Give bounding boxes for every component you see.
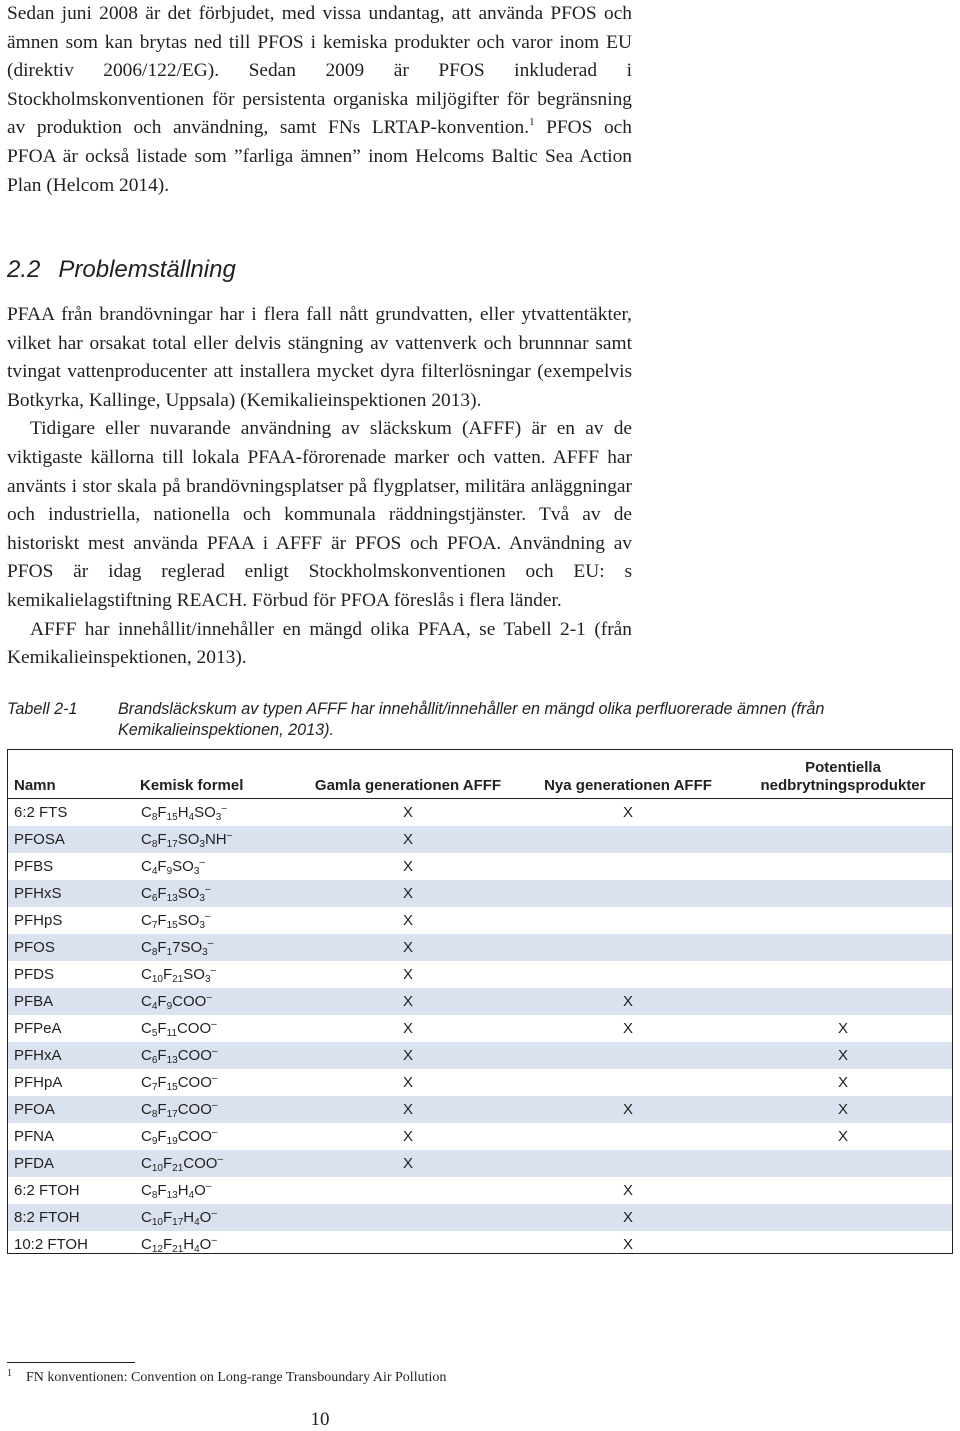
formula-part: 4 [194, 1243, 200, 1255]
formula-part: SO [177, 884, 200, 902]
formula-part: – [204, 910, 211, 922]
formula-part: – [211, 1126, 218, 1138]
new-generation-mark: X [622, 1208, 633, 1226]
formula-part: C [141, 1235, 152, 1253]
table-row [8, 799, 952, 826]
table-row [8, 907, 952, 934]
formula-part: SO [172, 857, 194, 875]
new-generation-mark [522, 1150, 734, 1177]
new-generation-mark [522, 1042, 734, 1069]
formula-part: C [141, 1181, 152, 1199]
new-generation-mark: X [622, 803, 633, 821]
degradation-mark [734, 853, 952, 880]
formula-part: – [211, 1234, 217, 1246]
formula-part: SO [194, 803, 216, 821]
substance-table-grid [8, 750, 952, 1258]
old-generation-mark [294, 1204, 522, 1231]
formula-part: COO [177, 1127, 212, 1145]
substance-name: PFOSA [14, 830, 65, 848]
formula-part: 5 [151, 1027, 158, 1039]
old-generation-mark: X [402, 992, 413, 1010]
chemical-formula [134, 907, 294, 934]
formula-part: – [211, 1207, 217, 1219]
old-generation-mark: X [402, 1073, 413, 1091]
formula-part: 4 [151, 865, 158, 877]
formula-part: C [141, 1019, 152, 1037]
degradation-mark: X [837, 1073, 848, 1091]
chemical-formula [134, 934, 294, 961]
table-row [8, 1177, 952, 1204]
formula-part: 8 [151, 1189, 158, 1201]
footnote-reference[interactable]: 1 [529, 116, 535, 129]
chemical-formula [134, 1177, 294, 1204]
formula-part: 10 [151, 1162, 163, 1174]
new-generation-mark [522, 853, 734, 880]
chemical-formula [134, 1123, 294, 1150]
formula-part: 17 [166, 838, 178, 850]
chemical-formula [134, 1231, 294, 1258]
table-row [8, 1042, 952, 1069]
intro-paragraph [7, 0, 632, 200]
formula-part: 8 [151, 838, 158, 850]
chemical-formula [134, 799, 294, 826]
new-generation-mark [522, 907, 734, 934]
old-generation-mark [294, 1177, 522, 1204]
substance-name: PFDA [14, 1154, 55, 1172]
formula-part: 3 [199, 919, 205, 931]
formula-part: – [204, 883, 211, 895]
table-row [8, 988, 952, 1015]
degradation-mark [734, 988, 952, 1015]
table-row [8, 826, 952, 853]
old-generation-mark: X [402, 911, 413, 929]
formula-part: F [157, 1181, 167, 1199]
formula-part: – [211, 1018, 217, 1030]
table-caption-label: Tabell 2-1 [7, 700, 78, 718]
table-row [8, 961, 952, 988]
formula-part: F [157, 1127, 167, 1145]
formula-part: 9 [166, 1000, 173, 1012]
formula-part: 4 [188, 1189, 195, 1201]
header-name: Namn [8, 750, 134, 799]
formula-part: C [141, 884, 152, 902]
formula-part: 10 [151, 973, 163, 985]
formula-part: – [210, 964, 217, 976]
degradation-mark [734, 1231, 952, 1258]
formula-part: SO [183, 965, 205, 983]
formula-part: 4 [151, 1000, 158, 1012]
formula-part: F [157, 857, 167, 875]
formula-part: SO [177, 830, 200, 848]
formula-part: 21 [172, 1162, 184, 1174]
old-generation-mark: X [402, 1046, 413, 1064]
header-old-generation: Gamla generationen AFFF [294, 750, 522, 799]
degradation-mark [734, 799, 952, 826]
formula-part: 15 [166, 811, 178, 823]
degradation-mark: X [837, 1100, 848, 1118]
formula-part: – [206, 991, 212, 1003]
formula-part: 1 [166, 946, 173, 958]
substance-name: PFDS [14, 965, 55, 983]
chemical-formula [134, 1150, 294, 1177]
degradation-mark [734, 826, 952, 853]
section-heading [7, 256, 236, 284]
substance-name: 8:2 FTOH [14, 1208, 80, 1226]
formula-part: C [141, 1208, 152, 1226]
formula-part: 11 [166, 1027, 177, 1039]
formula-part: COO [177, 1073, 212, 1091]
formula-part: 13 [166, 1189, 178, 1201]
formula-part: 17 [166, 1108, 178, 1120]
table-row [8, 1015, 952, 1042]
formula-part: C [141, 1127, 152, 1145]
old-generation-mark: X [402, 857, 413, 875]
formula-part: 9 [166, 865, 173, 877]
formula-part: H [183, 1235, 195, 1253]
table-row [8, 1069, 952, 1096]
formula-part: 21 [172, 1243, 184, 1255]
formula-part: F [157, 884, 167, 902]
degradation-mark [734, 961, 952, 988]
footnote [7, 1364, 446, 1388]
formula-part: 6 [151, 1054, 158, 1066]
header-new-generation: Nya generationen AFFF [522, 750, 734, 799]
body-paragraph-3: AFFF har innehållit/innehåller en mängd olika PFAA, se Tabell 2-1 (från Kemikalieinspektionen, 2013). [7, 618, 632, 669]
section-title: Problemställning [58, 256, 236, 283]
formula-part: 4 [194, 1216, 200, 1228]
substance-name: PFNA [14, 1127, 55, 1145]
formula-part: F [162, 965, 173, 983]
formula-part: F [157, 1100, 167, 1118]
table-header-row [8, 750, 952, 799]
old-generation-mark [294, 1231, 522, 1258]
formula-part: 17 [172, 1216, 184, 1228]
formula-part: 15 [166, 919, 178, 931]
formula-part: 3 [199, 892, 205, 904]
formula-part: F [157, 911, 167, 929]
footnote-text: FN konventionen: Convention on Long-range Transboundary Air Pollution [26, 1370, 447, 1385]
formula-part: SO [177, 911, 200, 929]
formula-part: COO [183, 1154, 218, 1172]
old-generation-mark: X [402, 1127, 413, 1145]
old-generation-mark: X [402, 1100, 413, 1118]
formula-part: – [199, 856, 205, 868]
old-generation-mark: X [402, 965, 413, 983]
chemical-formula [134, 826, 294, 853]
table-caption-text: Brandsläckskum av typen AFFF har innehållit/innehåller en mängd olika perfluorerade ämnen (från Kemikalieinspektionen, 2013). [118, 700, 825, 739]
table-row [8, 1096, 952, 1123]
formula-part: COO [177, 1100, 212, 1118]
formula-part: 8 [151, 946, 158, 958]
formula-part: – [221, 802, 227, 814]
formula-part: 8 [151, 811, 158, 823]
formula-part: 3 [199, 838, 205, 850]
formula-part: – [205, 1180, 212, 1192]
new-generation-mark: X [622, 992, 633, 1010]
substance-name: PFHxS [14, 884, 62, 902]
table-row [8, 1123, 952, 1150]
formula-part: 19 [166, 1135, 178, 1147]
formula-part: – [217, 1153, 223, 1165]
substance-name: PFHpS [14, 911, 63, 929]
formula-part: 9 [151, 1135, 158, 1147]
formula-part: SO [180, 938, 203, 956]
old-generation-mark: X [402, 1154, 413, 1172]
degradation-mark [734, 1150, 952, 1177]
formula-part: – [207, 937, 214, 949]
formula-part: C [141, 938, 152, 956]
chemical-formula [134, 1042, 294, 1069]
substance-name: PFBA [14, 992, 54, 1010]
formula-part: H [177, 803, 189, 821]
degradation-mark [734, 907, 952, 934]
chemical-formula [134, 1015, 294, 1042]
formula-part: NH [204, 830, 227, 848]
substance-name: PFOA [14, 1100, 55, 1118]
formula-part: F [157, 1073, 167, 1091]
new-generation-mark: X [622, 1019, 633, 1037]
degradation-mark: X [837, 1019, 848, 1037]
formula-part: – [226, 829, 233, 841]
substance-name: PFOS [14, 938, 55, 956]
formula-part: – [211, 1072, 218, 1084]
substance-name: PFPeA [14, 1019, 62, 1037]
substance-name: 10:2 FTOH [14, 1235, 88, 1253]
body-paragraph-2: Tidigare eller nuvarande användning av släckskum (AFFF) är en av de viktigaste källorna till lokala PFAA-förorenade marker och vatten. AFFF har använts i stor skala på brandövningsplatser på flygplatser, militära anläggningar och industriella, nationella och kommunala räddningstjänster. Två av de historiskt mest använda PFAA i AFFF är PFOS och PFOA. Användning av PFOS är idag reglerad enligt Stockholmskonventionen och EU: s kemikalielagstiftning REACH. Förbud för PFOA föreslås i flera länder. [7, 418, 632, 611]
formula-part: O [194, 1181, 206, 1199]
old-generation-mark: X [402, 1019, 413, 1037]
formula-part: C [141, 965, 152, 983]
substance-name: PFHxA [14, 1046, 62, 1064]
intro-text-2: PFOS och PFOA är också listade som ”farliga ämnen” inom Helcoms Baltic Sea Action Plan (Helcom 2014). [7, 117, 632, 196]
formula-part: 7 [172, 938, 181, 956]
table-row [8, 1204, 952, 1231]
new-generation-mark [522, 961, 734, 988]
formula-part: 7 [151, 1081, 158, 1093]
formula-part: 13 [166, 1054, 178, 1066]
formula-part: 7 [151, 919, 158, 931]
formula-part: COO [172, 992, 207, 1010]
formula-part: 12 [151, 1243, 163, 1255]
formula-part: F [162, 1235, 173, 1253]
degradation-mark [734, 934, 952, 961]
formula-part: O [199, 1235, 212, 1253]
formula-part: 15 [166, 1081, 178, 1093]
formula-part: – [211, 1045, 218, 1057]
table-row [8, 853, 952, 880]
body-paragraph-1: PFAA från brandövningar har i flera fall nått grundvatten, eller ytvattentäkter, vilket har orsakat total eller delvis stängning av vattenverk och brunnnar samt tvingat vattenproducenter att installera mycket dyra filterlösningar (exempelvis Botkyrka, Kallinge, Uppsala) (Kemikalieinspektionen 2013). [7, 304, 632, 411]
formula-part: H [183, 1208, 195, 1226]
new-generation-mark: X [622, 1100, 633, 1118]
degradation-mark [734, 880, 952, 907]
formula-part: 3 [202, 946, 208, 958]
formula-part: COO [177, 1046, 212, 1064]
substance-name: PFHpA [14, 1073, 63, 1091]
substance-name: 6:2 FTS [14, 803, 68, 821]
formula-part: COO [176, 1019, 212, 1037]
formula-part: C [141, 803, 152, 821]
table-row [8, 934, 952, 961]
formula-part: F [157, 938, 167, 956]
chemical-formula [134, 853, 294, 880]
new-generation-mark [522, 934, 734, 961]
formula-part: F [157, 992, 167, 1010]
formula-part: 8 [151, 1108, 158, 1120]
table-row [8, 880, 952, 907]
degradation-mark [734, 1204, 952, 1231]
chemical-formula [134, 988, 294, 1015]
chemical-formula [134, 1096, 294, 1123]
new-generation-mark [522, 826, 734, 853]
formula-part: F [157, 830, 167, 848]
old-generation-mark: X [402, 803, 413, 821]
chemical-formula [134, 880, 294, 907]
degradation-mark [734, 1177, 952, 1204]
footnote-number: 1 [7, 1368, 12, 1379]
formula-part: H [177, 1181, 189, 1199]
substance-name: PFBS [14, 857, 54, 875]
formula-part: F [162, 1208, 173, 1226]
formula-part: 4 [188, 811, 195, 823]
chemical-formula [134, 1069, 294, 1096]
formula-part: C [141, 830, 152, 848]
formula-part: C [141, 992, 152, 1010]
formula-part: C [141, 1046, 152, 1064]
formula-part: C [141, 1154, 152, 1172]
section-number: 2.2 [7, 256, 41, 283]
table-row [8, 1150, 952, 1177]
formula-part: F [157, 1019, 167, 1037]
substance-name: 6:2 FTOH [14, 1181, 80, 1199]
formula-part: – [211, 1099, 218, 1111]
formula-part: O [199, 1208, 212, 1226]
formula-part: 21 [172, 973, 184, 985]
formula-part: 3 [193, 865, 200, 877]
formula-part: 13 [166, 892, 178, 904]
table-row [8, 1231, 952, 1258]
formula-part: C [141, 857, 152, 875]
formula-part: 3 [215, 811, 222, 823]
new-generation-mark: X [622, 1181, 633, 1199]
formula-part: 10 [151, 1216, 163, 1228]
old-generation-mark: X [402, 884, 413, 902]
degradation-mark: X [837, 1046, 848, 1064]
header-degradation-products: Potentiella nedbrytningsprodukter [734, 750, 952, 799]
header-formula: Kemisk formel [134, 750, 294, 799]
table-body [8, 799, 952, 1258]
formula-part: 3 [204, 973, 211, 985]
intro-text-1: Sedan juni 2008 är det förbjudet, med vissa undantag, att använda PFOS och ämnen som kan brytas ned till PFOS i kemiska produkter och varor inom EU (direktiv 2006/122/EG). Sedan 2009 är PFOS inkluderad i Stockholmskonventionen för persistenta organiska miljögifter för begränsning av produktion och användning, samt FNs LRTAP-konvention. [7, 3, 632, 139]
chemical-formula [134, 961, 294, 988]
formula-part: C [141, 911, 152, 929]
chemical-formula [134, 1204, 294, 1231]
new-generation-mark [522, 880, 734, 907]
formula-part: C [141, 1073, 152, 1091]
new-generation-mark: X [622, 1235, 633, 1253]
old-generation-mark: X [402, 830, 413, 848]
old-generation-mark: X [402, 938, 413, 956]
formula-part: F [162, 1154, 173, 1172]
formula-part: F [157, 803, 167, 821]
problem-section-body [7, 301, 632, 673]
footnote-divider [7, 1362, 135, 1363]
formula-part: F [157, 1046, 167, 1064]
formula-part: 6 [151, 892, 158, 904]
page-number: 10 [310, 1409, 330, 1430]
formula-part: C [141, 1100, 152, 1118]
new-generation-mark [522, 1123, 734, 1150]
degradation-mark: X [837, 1127, 848, 1145]
substance-table [7, 749, 953, 1254]
new-generation-mark [522, 1069, 734, 1096]
